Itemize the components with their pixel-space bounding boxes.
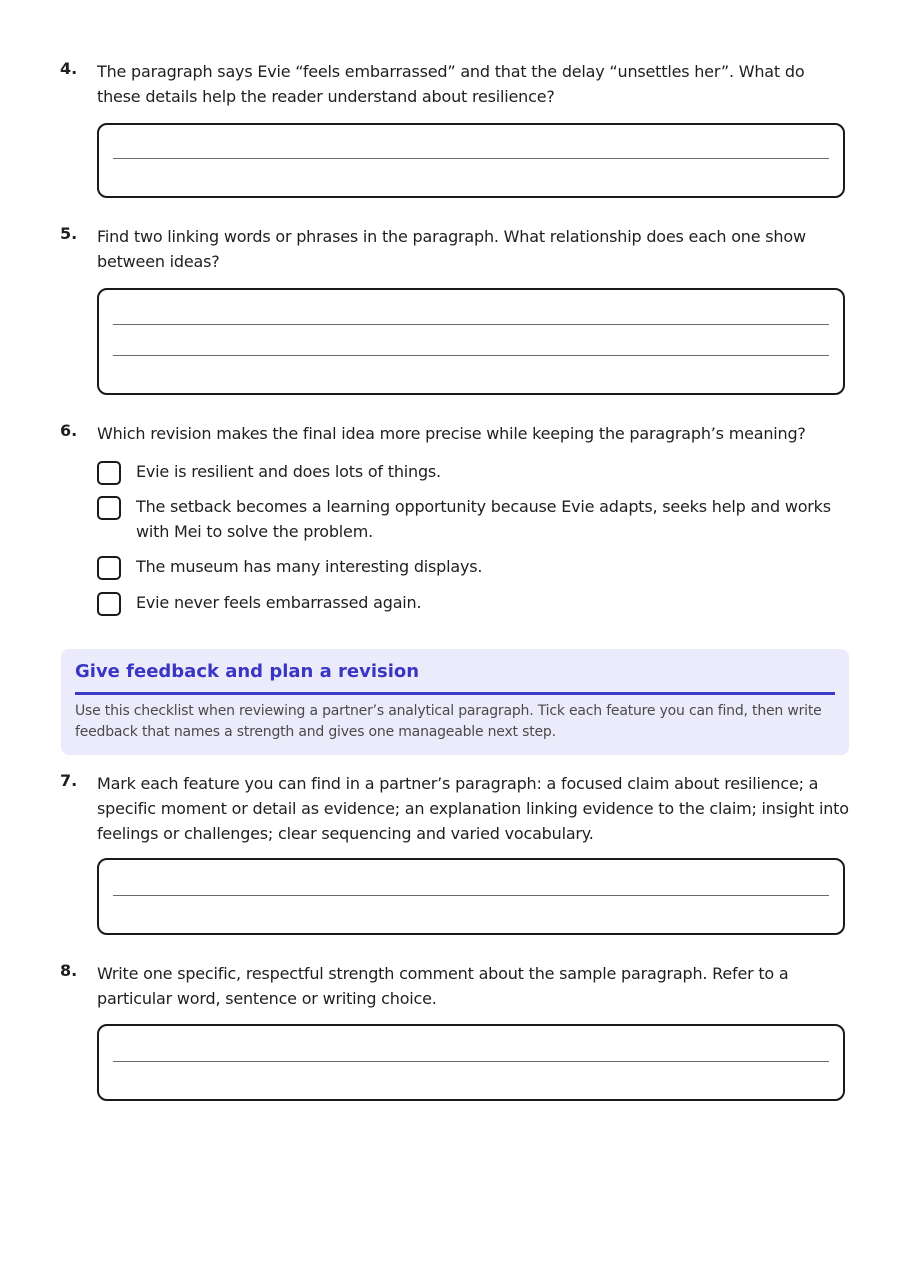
question-number: 7.: [60, 771, 78, 790]
answer-box-5[interactable]: [97, 288, 845, 395]
question-text: Write one specific, respectful strength comment about the sample paragraph. Refer to a particular word, sentence or writing choice.: [97, 964, 789, 1008]
question-text: The paragraph says Evie “feels embarrassed” and that the delay “unsettles her”. What do these details help the reader understand about resilience?: [97, 62, 805, 106]
question-number: 5.: [60, 224, 78, 243]
option-label: The museum has many interesting displays.: [136, 557, 483, 576]
question-8: [60, 961, 850, 1011]
question-5: [60, 224, 850, 274]
checkbox[interactable]: [97, 496, 121, 520]
option-2[interactable]: [97, 494, 837, 544]
question-number: 6.: [60, 421, 78, 440]
answer-box-7[interactable]: [97, 858, 845, 935]
checkbox[interactable]: [97, 461, 121, 485]
answer-box-8[interactable]: [97, 1024, 845, 1101]
answer-line: [113, 1061, 829, 1062]
question-number: 8.: [60, 961, 78, 980]
option-1[interactable]: [97, 459, 837, 484]
option-4[interactable]: [97, 590, 837, 615]
question-7: [60, 771, 850, 846]
answer-line: [113, 355, 829, 356]
section-title: Give feedback and plan a revision: [75, 661, 420, 682]
checkbox[interactable]: [97, 556, 121, 580]
option-label: Evie never feels embarrassed again.: [136, 593, 422, 612]
section-divider: [75, 692, 835, 695]
option-3[interactable]: [97, 554, 837, 579]
option-label: The setback becomes a learning opportunity because Evie adapts, seeks help and works with Mei to solve the problem.: [136, 497, 831, 541]
question-text: Mark each feature you can find in a partner’s paragraph: a focused claim about resilience; a specific moment or detail as evidence; an explanation linking evidence to the claim; insight into feelings or challenges; clear sequencing and varied vocabulary.: [97, 774, 849, 843]
section-callout: [61, 649, 849, 755]
checkbox[interactable]: [97, 592, 121, 616]
question-6: [60, 421, 850, 446]
question-4: [60, 59, 850, 109]
question-text: Find two linking words or phrases in the paragraph. What relationship does each one show between ideas?: [97, 227, 806, 271]
answer-line: [113, 324, 829, 325]
answer-line: [113, 895, 829, 896]
answer-box-4[interactable]: [97, 123, 845, 198]
option-label: Evie is resilient and does lots of things.: [136, 462, 441, 481]
answer-line: [113, 158, 829, 159]
question-text: Which revision makes the final idea more precise while keeping the paragraph’s meaning?: [97, 424, 806, 443]
question-number: 4.: [60, 59, 78, 78]
section-note: Use this checklist when reviewing a partner’s analytical paragraph. Tick each feature you can find, then write feedback that names a strength and gives one manageable next step.: [75, 703, 822, 740]
